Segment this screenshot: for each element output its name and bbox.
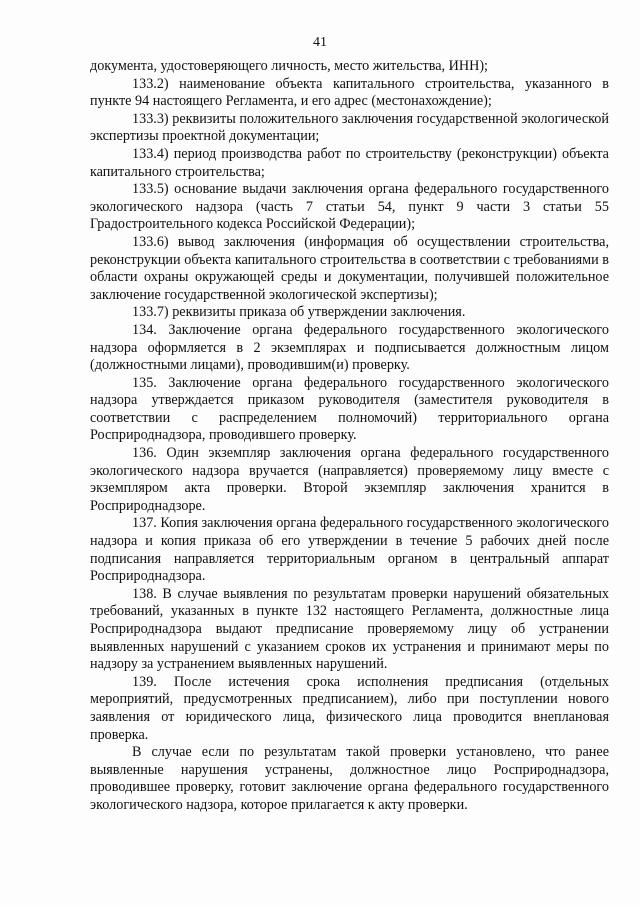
paragraph-133-3: 133.3) реквизиты положительного заключения государственной экологической экспертизы проектной документации;: [90, 110, 609, 145]
paragraph-139: 139. После истечения срока исполнения предписания (отдельных мероприятий, предусмотренных предписанием), либо при поступлении нового заявления от юридического лица, физического лица проводится внеплановая проверка.: [90, 673, 609, 743]
paragraph-136: 136. Один экземпляр заключения органа федерального государственного экологического надзора вручается (направляется) проверяемому лицу вместе с экземпляром акта проверки. Второй экземпляр заключения хранится в Росприроднадзоре.: [90, 445, 609, 514]
page-number: 41: [313, 35, 327, 50]
paragraph-133-7: 133.7) реквизиты приказа об утверждении заключения.: [132, 304, 466, 321]
paragraph-134: 134. Заключение органа федерального государственного экологического надзора оформляется в 2 экземплярах и подписывается должностным лицом (должностными лицами), проводившим(и) проверку.: [90, 321, 609, 374]
paragraph-137: 137. Копия заключения органа федерального государственного экологического надзора и копия приказа об его утверждении в течение 5 рабочих дней после подписания направляется территориальным органом в центральный аппарат Росприроднадзора.: [90, 515, 609, 585]
paragraph-133-4: 133.4) период производства работ по строительству (реконструкции) объекта капитального строительства;: [90, 145, 609, 180]
paragraph-135: 135. Заключение органа федерального государственного экологического надзора утверждается приказом руководителя (заместителя руководителя в соответствии с распределением полномочий) территориального органа Росприроднадзора, проводившего проверку.: [90, 374, 609, 444]
paragraph-133-6: 133.6) вывод заключения (информация об осуществлении строительства, реконструкции объекта капитального строительства в соответствии с требованиями в области охраны окружающей среды и документации, получившей положительное заключение государственной экологической экспертизы);: [90, 233, 609, 303]
paragraph-133-5: 133.5) основание выдачи заключения органа федерального государственного экологического надзора (часть 7 статьи 54, пункт 9 части 3 статьи 55 Градостроительного кодекса Российской Федерации);: [90, 181, 609, 233]
paragraph-133-2: 133.2) наименование объекта капитального строительства, указанного в пункте 94 настоящего Регламента, и его адрес (местонахождение);: [90, 75, 609, 110]
paragraph-139-followup: В случае если по результатам такой проверки установлено, что ранее выявленные нарушения устранены, должностное лицо Росприроднадзора, проводившее проверку, готовит заключение органа федерального государственного экологического надзора, которое прилагается к акту проверки.: [90, 744, 609, 813]
document-body: [90, 58, 609, 815]
paragraph-continuation: документа, удостоверяющего личность, место жительства, ИНН);: [90, 58, 489, 74]
paragraph-138: 138. В случае выявления по результатам проверки нарушений обязательных требований, указанных в пункте 132 настоящего Регламента, должностные лица Росприроднадзора выдают предписание проверяемому лицу об устранении выявленных нарушений с указанием сроков их устранения и принимают меры по надзору за устранением выявленных нарушений.: [90, 585, 609, 673]
